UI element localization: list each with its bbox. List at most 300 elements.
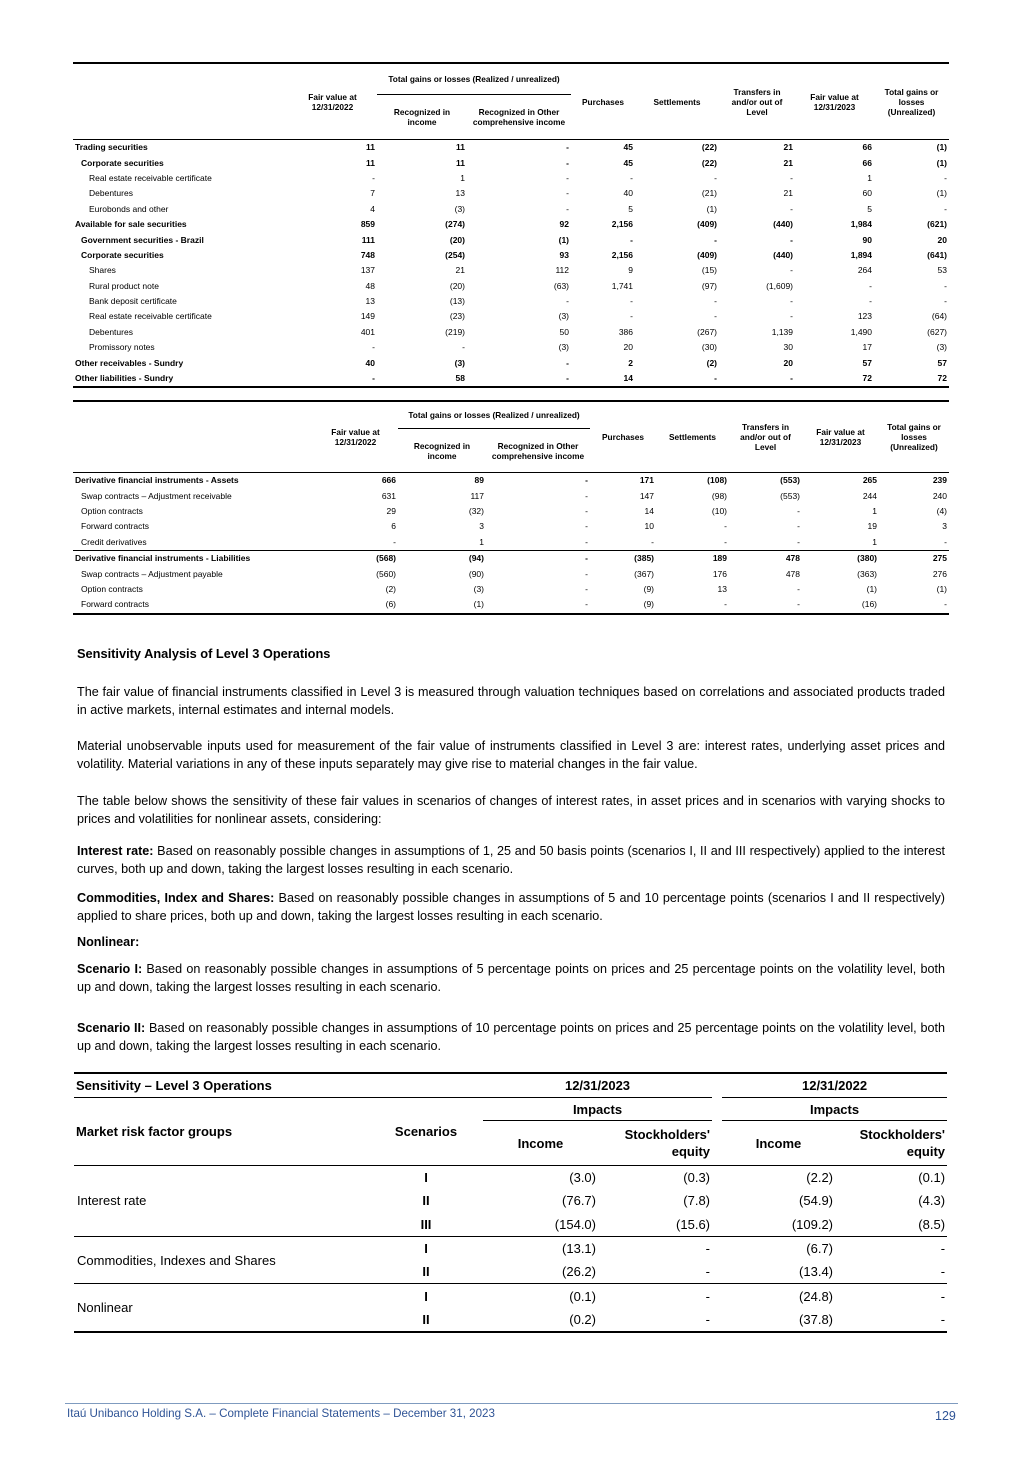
paragraph-scenario-1-title: Scenario I:: [77, 962, 143, 976]
scenario-label: II: [422, 1311, 430, 1327]
col-fv-close: Fair value at 12/31/2023: [810, 91, 859, 112]
table-cell: (553): [780, 490, 801, 501]
table-cell: 1: [872, 536, 878, 547]
table-cell: 92: [559, 219, 570, 230]
table-row: [73, 550, 949, 566]
table-cell: (13.1): [562, 1241, 596, 1257]
risk-factor-group: Nonlinear: [77, 1300, 133, 1316]
col-total-unrealized: Total gains or losses (Unrealized): [884, 86, 939, 117]
table-cell: -: [940, 1241, 946, 1257]
table-cell: (2.2): [806, 1170, 834, 1186]
table-row: [73, 325, 949, 340]
table-cell: -: [566, 296, 570, 307]
scenario-label: I: [424, 1170, 428, 1186]
table-cell: (37.8): [799, 1311, 834, 1327]
table-cell: 50: [559, 326, 570, 337]
table-cell: -: [705, 1288, 711, 1304]
table-cell: (568): [376, 553, 396, 564]
table-cell: (3): [454, 203, 465, 214]
table-cell: (1,609): [766, 280, 794, 291]
paragraph-commodities-text: Based on reasonably possible changes in assumptions of 5 and 10 percentage points (scenarios I and II respectively) applied to share prices, both up and down, taking the largest losses resulting in each scenario.: [77, 891, 945, 923]
row-label: Corporate securities: [81, 249, 164, 260]
row-label: Other receivables - Sundry: [75, 357, 184, 368]
table-cell: (0.3): [683, 1170, 711, 1186]
row-label: Promissory notes: [89, 342, 155, 353]
row-label: Corporate securities: [81, 157, 164, 168]
table-cell: 137: [360, 265, 375, 276]
table-cell: -: [790, 234, 794, 245]
scenario-label: I: [424, 1288, 428, 1304]
table-cell: -: [566, 172, 570, 183]
equity-2023: Stockholders' equity: [624, 1127, 711, 1159]
table-cell: 1: [460, 172, 465, 183]
table-cell: (64): [931, 311, 948, 322]
col-purchases: Purchases: [602, 432, 644, 442]
table-row: [73, 309, 949, 324]
row-label: Option contracts: [81, 505, 143, 516]
table-cell: -: [566, 203, 570, 214]
table-cell: 72: [862, 373, 873, 384]
table-cell: -: [940, 1264, 946, 1280]
table-row: [73, 371, 949, 387]
table-row: [73, 155, 949, 170]
table-cell: -: [724, 599, 728, 610]
table-cell: -: [372, 342, 375, 353]
table-cell: 1,139: [771, 326, 794, 337]
table-cell: 90: [862, 234, 873, 245]
table-cell: (219): [445, 326, 465, 337]
table-row: [73, 566, 949, 581]
table-cell: 1: [872, 505, 878, 516]
table-cell: (3): [936, 342, 948, 353]
table-row: [73, 248, 949, 263]
row-label: Real estate receivable certificate: [89, 172, 212, 183]
table-cell: -: [797, 583, 801, 594]
col-fv-open: Fair value at 12/31/2022: [331, 427, 380, 447]
fair-value-table-securities: [73, 62, 949, 388]
table-cell: -: [714, 311, 718, 322]
table-cell: (440): [773, 249, 794, 260]
table-cell: 1,490: [850, 326, 873, 337]
paragraph-1: The fair value of financial instruments classified in Level 3 is measured through valuation techniques based on correlations and associated products traded in active markets, internal estimates and internal models.: [77, 685, 945, 717]
table-cell: (9): [643, 599, 655, 610]
table-cell: -: [944, 599, 948, 610]
table-cell: -: [797, 505, 801, 516]
table-cell: (3): [473, 583, 484, 594]
table-cell: (274): [445, 219, 465, 230]
footer-divider: [65, 1403, 958, 1404]
table-cell: (97): [701, 280, 718, 291]
column-gap: [712, 1284, 722, 1308]
equity-2022: Stockholders' equity: [859, 1127, 946, 1159]
table-cell: (3.0): [569, 1170, 596, 1186]
table-cell: -: [940, 1288, 946, 1304]
table-cell: 5: [628, 203, 634, 214]
table-cell: (26.2): [562, 1264, 596, 1280]
table-cell: -: [790, 373, 794, 384]
table-row: [73, 186, 949, 201]
table-cell: -: [585, 475, 589, 486]
table-cell: (1): [866, 583, 878, 594]
table-cell: (0.1): [569, 1288, 596, 1304]
col-total-unrealized: Total gains or losses (Unrealized): [887, 422, 941, 452]
table-cell: -: [714, 296, 718, 307]
table-cell: (621): [927, 219, 948, 230]
table-cell: -: [944, 172, 948, 183]
row-label: Swap contracts – Adjustment receivable: [81, 490, 232, 501]
table-row: [73, 140, 949, 155]
table-cell: -: [869, 296, 873, 307]
column-gap: [712, 1260, 722, 1284]
table-cell: -: [790, 172, 794, 183]
table-cell: -: [372, 172, 375, 183]
table-row: [73, 355, 949, 370]
column-gap: [712, 1166, 722, 1189]
paragraph-nonlinear-title: Nonlinear:: [77, 935, 140, 949]
col-rec-oci: Recognized in Other comprehensive income: [467, 95, 571, 140]
row-label: Forward contracts: [81, 521, 150, 532]
paragraph-scenario-2-text: Based on reasonably possible changes in assumptions of 10 percentage points on prices and 25 percentage points on the volatility level, both up and down, taking the largest losses resulting in each scenario.: [77, 1021, 945, 1053]
table-cell: (22): [701, 157, 718, 168]
table-cell: -: [944, 280, 948, 291]
row-label: Swap contracts – Adjustment payable: [81, 568, 223, 579]
table-cell: 10: [644, 521, 655, 532]
table-cell: (560): [376, 568, 396, 579]
table-row: [73, 597, 949, 613]
footer-text: Itaú Unibanco Holding S.A. – Complete Financial Statements – December 31, 2023: [67, 1407, 495, 1420]
sensitivity-table: [74, 1072, 947, 1333]
table-cell: -: [393, 536, 396, 547]
table-cell: (6): [385, 599, 396, 610]
table-cell: 11: [366, 142, 375, 153]
row-label: Debentures: [89, 188, 133, 199]
table-cell: 72: [937, 373, 948, 384]
table-cell: (385): [634, 553, 655, 564]
income-2022: Income: [755, 1135, 802, 1151]
table-cell: (20): [449, 280, 465, 291]
table-cell: (30): [701, 342, 718, 353]
table-cell: (254): [445, 249, 465, 260]
table-cell: 123: [857, 311, 873, 322]
period-2023: 12/31/2023: [483, 1073, 712, 1098]
table-cell: -: [566, 188, 570, 199]
table-cell: (63): [553, 280, 570, 291]
table-cell: 57: [937, 357, 948, 368]
table-cell: -: [566, 357, 570, 368]
col-fv-close: Fair value at 12/31/2023: [816, 427, 865, 447]
table-cell: 1,894: [850, 249, 873, 260]
table-cell: 21: [455, 265, 465, 276]
table-row: [73, 279, 949, 294]
table-row: [73, 582, 949, 597]
table-cell: (1): [706, 203, 718, 214]
table-cell: 21: [783, 142, 794, 153]
table-cell: 19: [867, 521, 878, 532]
table-cell: (15): [701, 265, 718, 276]
table-cell: (641): [927, 249, 948, 260]
fair-value-table-derivatives: [73, 400, 949, 615]
paragraph-interest-rate-text: Based on reasonably possible changes in assumptions of 1, 25 and 50 basis points (scenarios I, II and III respectively) applied to the interest curves, both up and down, taking the largest losses resulting in each scenario.: [77, 844, 945, 876]
table-cell: 147: [639, 490, 655, 501]
table-cell: 276: [932, 568, 948, 579]
table-cell: 7: [370, 188, 375, 199]
col-transfers: Transfers in and/or out of Level: [740, 422, 791, 452]
row-label: Rural product note: [89, 280, 159, 291]
table-cell: (440): [773, 219, 794, 230]
table-cell: -: [585, 505, 589, 516]
sensitivity-title: Sensitivity – Level 3 Operations: [74, 1073, 483, 1098]
table-cell: 30: [783, 342, 794, 353]
table-cell: -: [724, 521, 728, 532]
table-row: [74, 1166, 947, 1189]
row-label: Trading securities: [75, 142, 148, 153]
table-cell: (553): [780, 475, 801, 486]
table-cell: (9): [643, 583, 655, 594]
row-label: Derivative financial instruments - Assets: [75, 475, 239, 486]
col-settlements: Settlements: [669, 432, 717, 442]
table-cell: -: [944, 203, 948, 214]
table-cell: (627): [927, 326, 948, 337]
table-cell: -: [790, 203, 794, 214]
risk-factor-group: Commodities, Indexes and Shares: [77, 1252, 276, 1268]
row-label: Debentures: [89, 326, 133, 337]
table-cell: -: [566, 157, 570, 168]
table-cell: 111: [361, 234, 375, 245]
column-gap: [712, 1236, 722, 1260]
table-cell: 748: [360, 249, 375, 260]
table-cell: -: [705, 1311, 711, 1327]
table-cell: (7.8): [683, 1193, 711, 1209]
paragraph-interest-rate: [77, 843, 945, 878]
scenario-label: I: [424, 1241, 428, 1257]
table-cell: 2,156: [611, 249, 634, 260]
table-cell: (22): [701, 142, 718, 153]
table-cell: 29: [386, 505, 396, 516]
table-cell: (13.4): [799, 1264, 834, 1280]
table-cell: (32): [468, 505, 484, 516]
row-label: Available for sale securities: [75, 219, 187, 230]
row-label: Shares: [89, 265, 116, 276]
row-label: Bank deposit certificate: [89, 296, 177, 307]
table-cell: (2): [385, 583, 396, 594]
table-cell: -: [566, 373, 570, 384]
table-cell: 265: [862, 475, 878, 486]
table-cell: -: [585, 536, 589, 547]
table-cell: 3: [942, 521, 948, 532]
table-cell: 1: [867, 172, 873, 183]
table-cell: (3): [558, 311, 570, 322]
row-label: Derivative financial instruments - Liabilities: [75, 553, 251, 564]
table-cell: (1): [936, 583, 948, 594]
table-cell: 631: [381, 490, 396, 501]
fair-value-table-derivatives-body: [73, 473, 949, 614]
scenario-label: II: [422, 1193, 430, 1209]
table-row: [73, 535, 949, 551]
table-cell: (108): [707, 475, 728, 486]
column-gap: [712, 1213, 722, 1237]
scenario-label: III: [420, 1216, 432, 1232]
table-cell: 40: [365, 357, 375, 368]
paragraph-scenario-2: [77, 1020, 945, 1055]
col-rec-income: Recognized in income: [398, 429, 486, 473]
table-cell: 117: [470, 490, 484, 501]
table-row: [74, 1284, 947, 1308]
table-cell: (409): [697, 249, 718, 260]
table-cell: 45: [623, 142, 634, 153]
table-cell: -: [651, 536, 655, 547]
table-cell: 4: [370, 203, 375, 214]
table-cell: 93: [559, 249, 570, 260]
table-cell: (109.2): [791, 1216, 834, 1232]
table-cell: 666: [381, 475, 396, 486]
table-cell: 14: [623, 373, 634, 384]
table-cell: -: [585, 521, 589, 532]
table-cell: (6.7): [806, 1241, 834, 1257]
sensitivity-table-body: [74, 1166, 947, 1332]
table-cell: 20: [937, 234, 948, 245]
section-heading: Sensitivity Analysis of Level 3 Operations: [77, 646, 331, 661]
table-cell: -: [797, 521, 801, 532]
table-row: [73, 488, 949, 503]
table-cell: 275: [932, 553, 948, 564]
table-cell: -: [585, 553, 589, 564]
table-cell: 264: [857, 265, 873, 276]
fair-value-table-securities-body: [73, 140, 949, 387]
paragraph-interest-rate-title: Interest rate:: [77, 844, 154, 858]
table-row: [73, 519, 949, 534]
table-cell: (409): [697, 219, 718, 230]
table-cell: (1): [936, 188, 948, 199]
table-cell: (1): [936, 157, 948, 168]
table-cell: 171: [639, 475, 655, 486]
col-gains-group: Total gains or losses (Realized / unrealized): [408, 410, 580, 420]
table-cell: (16): [861, 599, 878, 610]
table-cell: (21): [701, 188, 718, 199]
table-cell: -: [630, 172, 634, 183]
table-cell: 60: [862, 188, 873, 199]
table-row: [73, 340, 949, 355]
table-cell: -: [585, 583, 589, 594]
table-cell: 89: [474, 475, 484, 486]
table-cell: -: [940, 1311, 946, 1327]
table-cell: -: [714, 234, 718, 245]
table-cell: 40: [623, 188, 634, 199]
paragraph-scenario-1: [77, 961, 945, 996]
table-cell: -: [462, 342, 465, 353]
table-cell: 176: [712, 568, 728, 579]
row-label: Government securities - Brazil: [81, 234, 204, 245]
table-cell: -: [944, 536, 948, 547]
table-cell: (3): [454, 357, 465, 368]
table-cell: (13): [449, 296, 465, 307]
table-cell: (267): [697, 326, 718, 337]
table-cell: (20): [449, 234, 465, 245]
table-cell: 1,984: [850, 219, 873, 230]
table-cell: 11: [366, 157, 375, 168]
income-2023: Income: [517, 1135, 564, 1151]
col-purchases: Purchases: [582, 96, 624, 107]
table-cell: -: [790, 296, 794, 307]
table-cell: 11: [456, 142, 465, 153]
table-cell: 149: [360, 311, 375, 322]
table-cell: 239: [932, 475, 948, 486]
table-cell: -: [585, 568, 589, 579]
table-cell: -: [724, 536, 728, 547]
table-cell: 20: [783, 357, 794, 368]
table-cell: (98): [711, 490, 728, 501]
table-cell: -: [714, 373, 718, 384]
table-cell: (94): [468, 553, 484, 564]
table-row: [73, 217, 949, 232]
table-cell: (363): [857, 568, 878, 579]
table-row: [73, 263, 949, 278]
table-cell: 58: [455, 373, 465, 384]
column-gap: [712, 1189, 722, 1212]
table-cell: (90): [468, 568, 484, 579]
table-cell: -: [869, 280, 873, 291]
col-transfers: Transfers in and/or out of Level: [731, 86, 783, 117]
table-cell: 1,741: [611, 280, 634, 291]
table-cell: 2,156: [611, 219, 634, 230]
col-rec-income: Recognized in income: [377, 95, 467, 140]
scenario-label: II: [422, 1264, 430, 1280]
table-cell: -: [630, 311, 634, 322]
row-label: Credit derivatives: [81, 536, 147, 547]
table-cell: -: [944, 296, 948, 307]
table-cell: 859: [360, 219, 375, 230]
table-cell: 48: [365, 280, 375, 291]
table-cell: 112: [555, 265, 570, 276]
table-cell: 244: [862, 490, 878, 501]
table-row: [74, 1236, 947, 1260]
table-cell: -: [585, 490, 589, 501]
table-cell: 21: [783, 157, 794, 168]
period-2022: 12/31/2022: [722, 1073, 947, 1098]
table-cell: -: [630, 234, 634, 245]
table-cell: 1: [479, 536, 484, 547]
col-settlements: Settlements: [653, 96, 701, 107]
risk-factor-group: Interest rate: [77, 1193, 147, 1209]
row-label: Forward contracts: [81, 599, 150, 610]
table-cell: -: [585, 599, 589, 610]
col-fv-open: Fair value at 12/31/2022: [308, 91, 357, 112]
table-cell: 9: [628, 265, 634, 276]
table-cell: (1): [936, 142, 948, 153]
table-cell: (54.9): [799, 1193, 834, 1209]
paragraph-scenario-2-title: Scenario II:: [77, 1021, 146, 1035]
table-cell: (1): [473, 599, 484, 610]
table-cell: 17: [862, 342, 873, 353]
table-cell: (367): [634, 568, 655, 579]
table-cell: (4): [936, 505, 948, 516]
table-cell: 478: [785, 568, 801, 579]
row-label: Other liabilities - Sundry: [75, 373, 174, 384]
impacts-2022: Impacts: [722, 1098, 947, 1121]
table-cell: -: [790, 265, 794, 276]
table-cell: 386: [618, 326, 634, 337]
table-cell: 13: [455, 188, 465, 199]
table-cell: -: [714, 172, 718, 183]
col-gains-group: Total gains or losses (Realized / unrealized): [388, 74, 560, 84]
table-cell: (0.2): [569, 1311, 596, 1327]
table-cell: 11: [456, 157, 465, 168]
table-row: [73, 202, 949, 217]
table-cell: 401: [360, 326, 375, 337]
table-cell: 53: [937, 265, 948, 276]
table-cell: (154.0): [554, 1216, 596, 1232]
table-cell: -: [630, 296, 634, 307]
table-cell: (15.6): [676, 1216, 711, 1232]
